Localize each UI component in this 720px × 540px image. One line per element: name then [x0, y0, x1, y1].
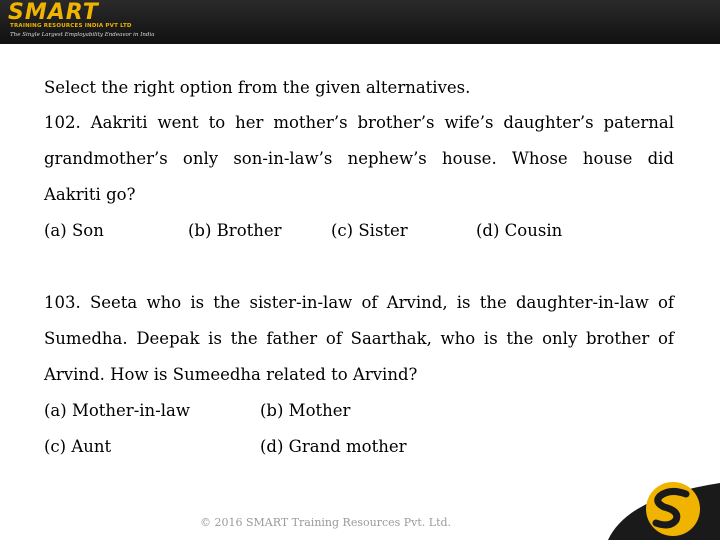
q102-line-1: 102. Aakriti went to her mother’s brother’s wife’s daughter’s paternal: [44, 113, 674, 132]
q102-option-c: (c) Sister: [331, 221, 408, 240]
brand-subtitle: TRAINING RESOURCES INDIA PVT LTD: [10, 23, 132, 29]
q103-line-3: Arvind. How is Sumeedha related to Arvind?: [44, 365, 418, 384]
brand-name: SMART: [8, 0, 99, 25]
footer-copyright: © 2016 SMART Training Resources Pvt. Ltd.: [200, 516, 452, 529]
q102-option-b: (b) Brother: [188, 221, 282, 240]
q103-option-d: (d) Grand mother: [260, 437, 407, 456]
q103-line-2: Sumedha. Deepak is the father of Saarthak, who is the only brother of: [44, 329, 674, 348]
q102-line-2: grandmother’s only son-in-law’s nephew’s house. Whose house did: [44, 149, 674, 168]
q103-option-a: (a) Mother-in-law: [44, 401, 190, 420]
q103-line-1: 103. Seeta who is the sister-in-law of Arvind, is the daughter-in-law of: [44, 293, 674, 312]
q102-option-a: (a) Son: [44, 221, 104, 240]
header-bar: [0, 0, 720, 44]
brand-corner-logo-icon: [608, 465, 720, 540]
q102-option-d: (d) Cousin: [476, 221, 563, 240]
brand-tagline: The Single Largest Employability Endeavor in India: [10, 32, 155, 38]
instruction-text: Select the right option from the given alternatives.: [44, 78, 471, 97]
brand-logo: [8, 0, 155, 41]
q103-option-c: (c) Aunt: [44, 437, 112, 456]
q103-option-b: (b) Mother: [260, 401, 351, 420]
q102-line-3: Aakriti go?: [44, 185, 136, 204]
